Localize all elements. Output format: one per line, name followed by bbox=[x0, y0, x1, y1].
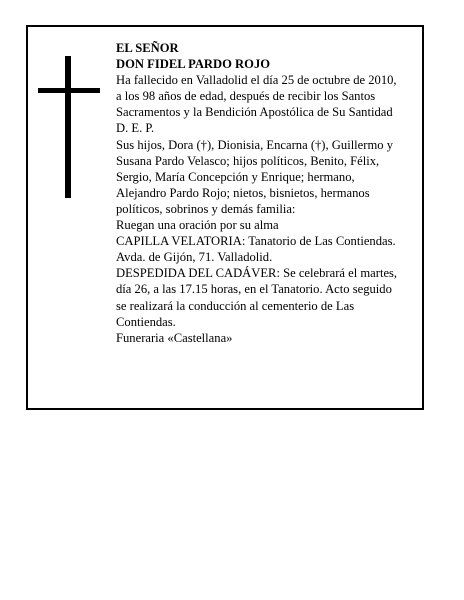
notice-text bbox=[116, 40, 422, 346]
body-line: Sus hijos, Dora (†), Dionisia, Encarna (†), Guillermo y bbox=[116, 137, 394, 152]
body-line: políticos, sobrinos y demás familia: bbox=[116, 201, 296, 216]
body-line: D. E. P. bbox=[116, 121, 155, 136]
obituary-notice bbox=[26, 25, 424, 410]
body-line: Ruegan una oración por su alma bbox=[116, 218, 279, 233]
body-line: Sergio, María Concepción y Enrique; hermano, bbox=[116, 169, 355, 184]
body-line: se realizará la conducción al cementerio de Las bbox=[116, 298, 355, 313]
body-line: Alejandro Pardo Rojo; nietos, bisnietos, hermanos bbox=[116, 185, 370, 200]
body-line: DESPEDIDA DEL CADÁVER: Se celebrará el martes, bbox=[116, 266, 398, 281]
body-line: CAPILLA VELATORIA: Tanatorio de Las Contiendas. bbox=[116, 234, 396, 249]
body-line: a los 98 años de edad, después de recibir los Santos bbox=[116, 89, 376, 104]
body-line: Ha fallecido en Valladolid el día 25 de octubre de 2010, bbox=[116, 73, 397, 88]
body-line: día 26, a las 17.15 horas, en el Tanatorio. Acto seguido bbox=[116, 282, 392, 297]
body-line: Susana Pardo Velasco; hijos políticos, Benito, Félix, bbox=[116, 153, 380, 168]
cross-vertical-bar bbox=[65, 56, 71, 198]
heading-line-1: EL SEÑOR bbox=[116, 41, 179, 55]
body-line: Funeraria «Castellana» bbox=[116, 330, 233, 345]
body-line: Contiendas. bbox=[116, 314, 176, 329]
heading-line-2: DON FIDEL PARDO ROJO bbox=[116, 57, 271, 72]
body-line: Avda. de Gijón, 71. Valladolid. bbox=[116, 250, 273, 265]
body-line: Sacramentos y la Bendición Apostólica de Su Santidad bbox=[116, 105, 393, 120]
cross-horizontal-bar bbox=[38, 88, 100, 93]
cross-icon bbox=[38, 56, 100, 198]
